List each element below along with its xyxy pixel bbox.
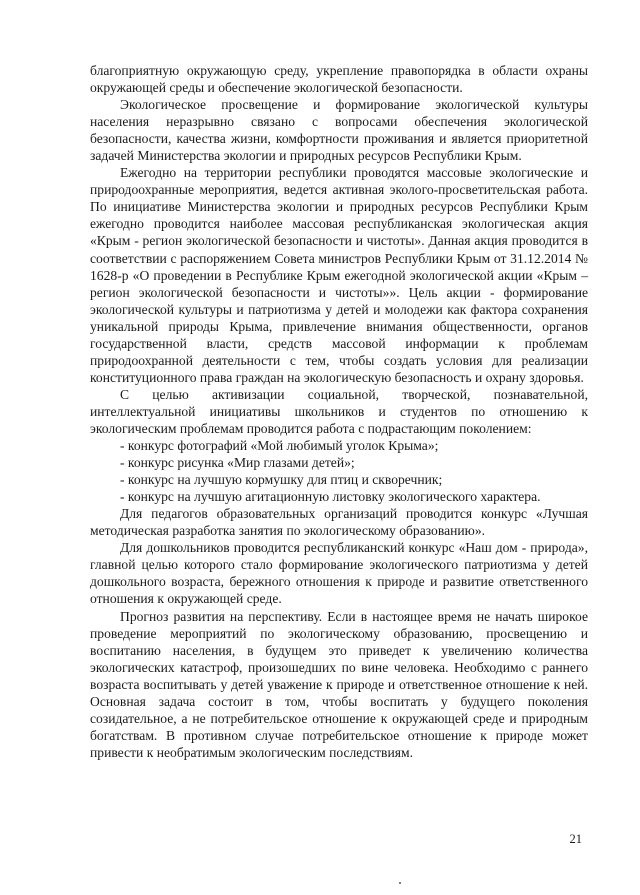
paragraph-youth-initiative: С целью активизации социальной, творческой, познавательной, интеллектуальной инициативы школьников и студентов по отношению к экологическим проблемам проводится работа с подрастающим поколением: [90,386,588,436]
list-item-drawing-contest: - конкурс рисунка «Мир глазами детей»; [120,455,355,471]
paragraph-annual-events: Ежегодно на территории республики проводятся массовые экологические и природоохранные мероприятия, ведется активная эколого-просветительская работа. По инициативе Министерства экологии и природных ресурсов Республики Крым ежегодно проводится наиболее массовая республиканская экологическая акция «Крым - регион экологической безопасности и чистоты». Данная акция проводится в соответствии с распоряжением Совета министров Республики Крым от 31.12.2014 № 1628-р «О проведении в Республике Крым ежегодной экологической акции «Крым – регион экологической безопасности и чистоты»». Цель акции - формирование экологической культуры и патриотизма у детей и молодежи как фактора сохранения уникальной природы Крыма, привлечение внимания общественности, органов государственной власти, средств массовой информации к проблемам природоохранной деятельности с тем, чтобы создать условия для реализации конституционного права граждан на экологическую безопасность и охрану здоровья. [90,165,588,385]
paragraph-teachers-contest: Для педагогов образовательных организаций проводится конкурс «Лучшая методическая разработка занятия по экологическому образованию». [90,506,588,539]
paragraph-preschool-contest: Для дошкольников проводится республиканский конкурс «Наш дом - природа», главной целью которого стало формирование экологического патриотизма у детей дошкольного возраста, бережного отношения к природе и развитие ответственного отношения к окружающей среде. [90,540,588,607]
paragraph-forecast: Прогноз развития на перспективу. Если в настоящее время не начать широкое проведение мероприятий по экологическому образованию, просвещению и воспитанию населения, в будущем это приведет к увеличению количества экологических катастроф, произошедших по вине человека. Необходимо с раннего возраста воспитывать у детей уважение к природе и ответственное отношение к ней. Основная задача состоит в том, чтобы воспитать у будущего поколения созидательное, а не потребительское отношение к окружающей среде и природным богатствам. В противном случае потребительское отношение к природе может привести к необратимым экологическим последствиям. [90,608,588,760]
paragraph-continuation: благоприятную окружающую среду, укрепление правопорядка в области охраны окружающей среды и обеспечение экологической безопасности. [90,63,588,96]
paragraph-ecological-education: Экологическое просвещение и формирование экологической культуры населения неразрывно связано с вопросами обеспечения экологической безопасности, качества жизни, комфортности проживания и является приоритетной задачей Министерства экологии и природных ресурсов Республики Крым. [90,97,588,164]
scan-speck [399,882,401,884]
list-item-leaflet-contest: - конкурс на лучшую агитационную листовку экологического характера. [120,489,541,505]
document-body [90,62,588,761]
page-number: 21 [569,832,582,846]
list-item-birdhouse-contest: - конкурс на лучшую кормушку для птиц и скворечник; [120,472,443,488]
list-item-photo-contest: - конкурс фотографий «Мой любимый уголок Крыма»; [120,438,439,454]
